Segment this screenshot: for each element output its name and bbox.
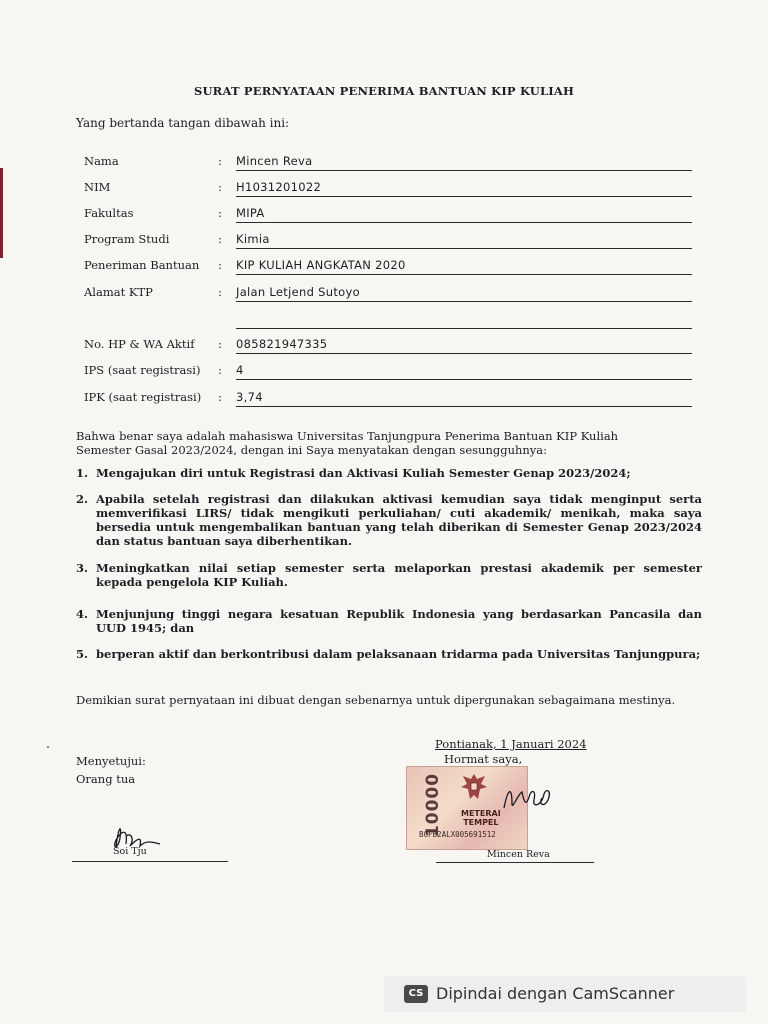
field-colon: : xyxy=(218,258,222,272)
list-item-number: 1. xyxy=(76,466,89,480)
list-item-number: 5. xyxy=(76,647,89,661)
field-fakultas xyxy=(84,202,692,224)
garuda-emblem-icon xyxy=(459,771,489,805)
field-ips xyxy=(84,359,692,381)
scan-edge-mark xyxy=(0,168,3,258)
signer-name: Mincen Reva xyxy=(487,849,550,860)
stamp-code: BCFB2ALX005691512 xyxy=(419,830,496,839)
camscanner-text: Dipindai dengan CamScanner xyxy=(436,984,675,1003)
list-item-text: berperan aktif dan berkontribusi dalam pelaksanaan tridarma pada Universitas Tanjungpura; xyxy=(96,647,701,661)
signer-signature xyxy=(498,780,558,816)
field-penerima-bantuan xyxy=(84,254,692,276)
statement-line: Semester Gasal 2023/2024, dengan ini Saya menyatakan dengan sesungguhnya: xyxy=(76,443,548,457)
field-underline xyxy=(236,379,692,380)
field-label: IPK (saat registrasi) xyxy=(84,390,202,404)
field-label: IPS (saat registrasi) xyxy=(84,363,201,377)
field-underline xyxy=(236,406,692,407)
approval-block xyxy=(76,752,146,788)
signer-signature-line xyxy=(436,862,594,863)
field-underline xyxy=(236,170,692,171)
closing-text: Demikian surat pernyataan ini dibuat dengan sebenarnya untuk dipergunakan sebagaimana mestinya. xyxy=(76,693,676,707)
document-title: SURAT PERNYATAAN PENERIMA BANTUAN KIP KULIAH xyxy=(193,84,575,98)
approval-label: Menyetujui: xyxy=(76,754,146,768)
list-item-text: Meningkatkan nilai setiap semester serta melaporkan prestasi akademik per semester kepada pengelola KIP Kuliah. xyxy=(96,561,702,589)
list-item-text: Menjunjung tinggi negara kesatuan Republik Indonesia yang berdasarkan Pancasila dan UUD 1945; dan xyxy=(96,607,702,635)
parent-signature-line xyxy=(72,861,228,862)
field-alamat-ktp xyxy=(84,281,692,303)
field-value: Mincen Reva xyxy=(236,154,313,168)
intro-text: Yang bertanda tangan dibawah ini: xyxy=(76,116,290,130)
camscanner-logo-icon: CS xyxy=(404,985,428,1003)
stamp-label xyxy=(461,809,501,827)
list-item-text: Mengajukan diri untuk Registrasi dan Aktivasi Kuliah Semester Genap 2023/2024; xyxy=(96,466,631,480)
approval-role: Orang tua xyxy=(76,772,136,786)
camscanner-watermark xyxy=(384,976,746,1012)
place-date: Pontianak, 1 Januari 2024 xyxy=(435,737,587,751)
list-item-text: Apabila setelah registrasi dan dilakukan aktivasi kemudian saya tidak menginput serta memverifikasi LIRS/ tidak mengikuti perkuliahan/ cuti akademik/ menikah, maka saya bersedia untuk mengembalikan bantuan yang telah diberikan di Semester Genap 2023/2024 dan status bantuan saya diberhentikan. xyxy=(96,492,702,548)
regards-text: Hormat saya, xyxy=(444,752,523,766)
field-colon: : xyxy=(218,206,222,220)
field-program-studi xyxy=(84,228,692,250)
field-colon: : xyxy=(218,390,222,404)
field-label: Peneriman Bantuan xyxy=(84,258,200,272)
field-underline xyxy=(236,248,692,249)
field-nim xyxy=(84,176,692,198)
field-label: No. HP & WA Aktif xyxy=(84,337,195,351)
stamp-label-line: TEMPEL xyxy=(463,818,499,827)
field-value: Kimia xyxy=(236,232,270,246)
scan-speck xyxy=(47,746,49,748)
field-underline xyxy=(236,353,692,354)
field-label: Nama xyxy=(84,154,119,168)
list-item-number: 3. xyxy=(76,561,89,575)
statement-paragraph xyxy=(76,429,696,457)
statement-line: Bahwa benar saya adalah mahasiswa Universitas Tanjungpura Penerima Bantuan KIP Kuliah xyxy=(76,429,619,443)
field-no-hp xyxy=(84,333,692,355)
field-underline xyxy=(236,196,692,197)
field-nama xyxy=(84,150,692,172)
field-value: MIPA xyxy=(236,206,265,220)
field-label: NIM xyxy=(84,180,111,194)
field-value: Jalan Letjend Sutoyo xyxy=(236,285,360,299)
field-colon: : xyxy=(218,154,222,168)
list-item-number: 2. xyxy=(76,492,89,506)
parent-name: Soi Tju xyxy=(113,846,147,857)
field-colon: : xyxy=(218,232,222,246)
field-ipk xyxy=(84,386,692,408)
address-extra-line xyxy=(236,328,692,329)
field-value: 085821947335 xyxy=(236,337,328,351)
stamp-label-line: METERAI xyxy=(461,809,501,818)
field-colon: : xyxy=(218,180,222,194)
field-underline xyxy=(236,274,692,275)
field-value: KIP KULIAH ANGKATAN 2020 xyxy=(236,258,406,272)
list-item-number: 4. xyxy=(76,607,89,621)
field-value: H1031201022 xyxy=(236,180,322,194)
field-label: Program Studi xyxy=(84,232,170,246)
field-colon: : xyxy=(218,337,222,351)
field-colon: : xyxy=(218,285,222,299)
field-label: Fakultas xyxy=(84,206,134,220)
field-underline xyxy=(236,301,692,302)
field-colon: : xyxy=(218,363,222,377)
field-value: 3,74 xyxy=(236,390,263,404)
field-underline xyxy=(236,222,692,223)
field-value: 4 xyxy=(236,363,244,377)
field-label: Alamat KTP xyxy=(84,285,153,299)
stamp-value: 10000 xyxy=(423,772,444,838)
